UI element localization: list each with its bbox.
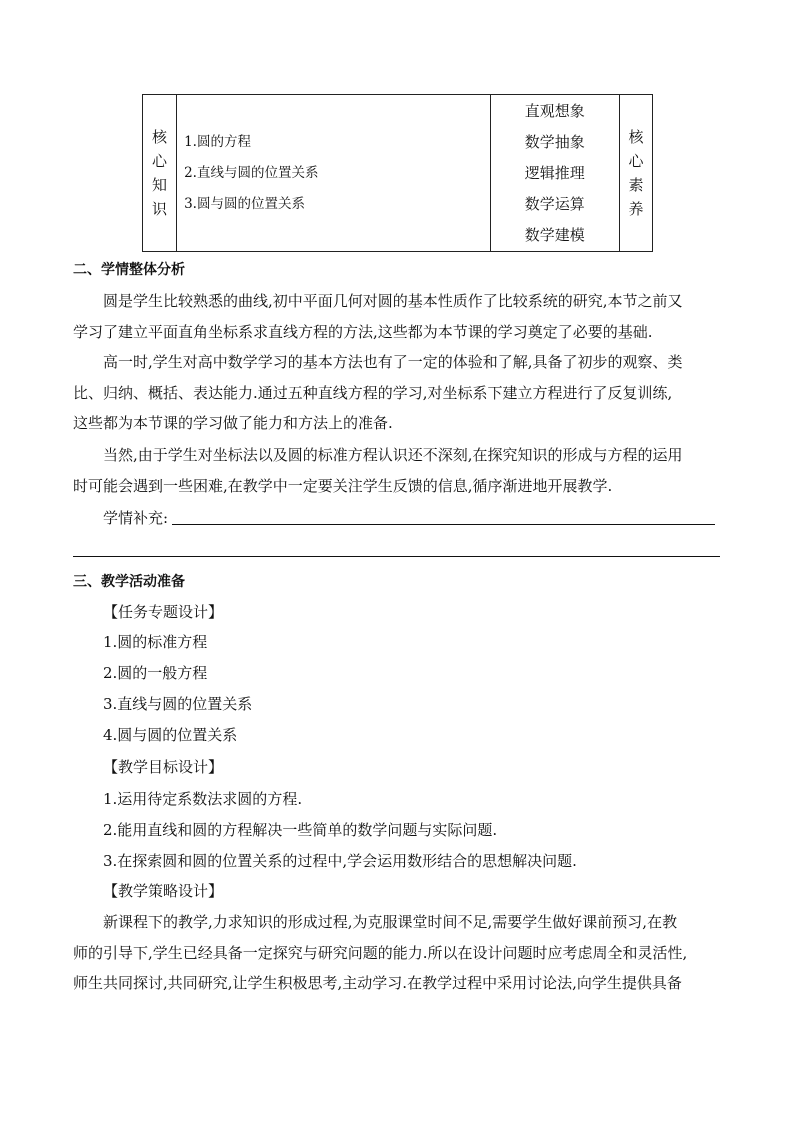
paragraph-line: 新课程下的教学,力求知识的形成过程,为克服课堂时间不足,需要学生做好课前预习,在教 [103, 913, 678, 931]
core-knowledge-table [142, 94, 653, 252]
paragraph-line: 比、归纳、概括、表达能力.通过五种直线方程的学习,对坐标系下建立方程进行了反复训练, [73, 384, 673, 402]
knowledge-item: 1.圆的方程 [184, 133, 251, 150]
goal-item: 2.能用直线和圆的方程解决一些简单的数学问题与实际问题. [103, 821, 498, 839]
literacy-item: 逻辑推理 [524, 163, 585, 182]
core-literacy-header: 核 心 素 养 [619, 95, 652, 252]
section-heading: 二、学情整体分析 [73, 262, 185, 278]
literacy-item: 数学建模 [524, 225, 585, 244]
paragraph-line: 这些都为本节课的学习做了能力和方法上的准备. [73, 414, 393, 432]
task-item: 4.圆与圆的位置关系 [103, 726, 238, 744]
core-knowledge-header: 核 心 知 识 [143, 95, 177, 252]
supplement-fill-line [73, 556, 720, 557]
knowledge-item: 3.圆与圆的位置关系 [184, 195, 305, 212]
goal-item: 3.在探索圆和圆的位置关系的过程中,学会运用数形结合的思想解决问题. [103, 852, 577, 870]
knowledge-item: 2.直线与圆的位置关系 [184, 164, 319, 181]
literacy-item: 数学抽象 [524, 132, 585, 151]
paragraph-line: 时可能会遇到一些困难,在教学中一定要关注学生反馈的信息,循序渐进地开展教学. [73, 477, 613, 495]
supplement-label: 学情补充: [103, 509, 169, 527]
subsection-title: 【任务专题设计】 [103, 603, 224, 621]
subsection-title: 【教学策略设计】 [103, 882, 224, 900]
paragraph-line: 圆是学生比较熟悉的曲线,初中平面几何对圆的基本性质作了比较系统的研究,本节之前又 [103, 292, 683, 310]
paragraph-line: 学习了建立平面直角坐标系求直线方程的方法,这些都为本节课的学习奠定了必要的基础. [73, 323, 653, 341]
literacy-item: 数学运算 [524, 194, 585, 213]
task-item: 3.直线与圆的位置关系 [103, 695, 253, 713]
paragraph-line: 高一时,学生对高中数学学习的基本方法也有了一定的体验和了解,具备了初步的观察、类 [103, 353, 683, 371]
task-item: 1.圆的标准方程 [103, 633, 208, 651]
literacy-list [490, 95, 619, 252]
supplement-fill-line [172, 524, 715, 525]
goal-item: 1.运用待定系数法求圆的方程. [103, 790, 303, 808]
subsection-title: 【教学目标设计】 [103, 758, 224, 776]
task-item: 2.圆的一般方程 [103, 664, 208, 682]
literacy-item: 直观想象 [524, 101, 585, 120]
paragraph-line: 师的引导下,学生已经具备一定探究与研究问题的能力.所以在设计问题时应考虑周全和灵活性, [73, 944, 688, 962]
knowledge-list [177, 95, 491, 252]
section-heading: 三、教学活动准备 [73, 574, 185, 590]
paragraph-line: 师生共同探讨,共同研究,让学生积极思考,主动学习.在教学过程中采用讨论法,向学生提供具备 [73, 974, 682, 992]
paragraph-line: 当然,由于学生对坐标法以及圆的标准方程认识还不深刻,在探究知识的形成与方程的运用 [103, 446, 683, 464]
